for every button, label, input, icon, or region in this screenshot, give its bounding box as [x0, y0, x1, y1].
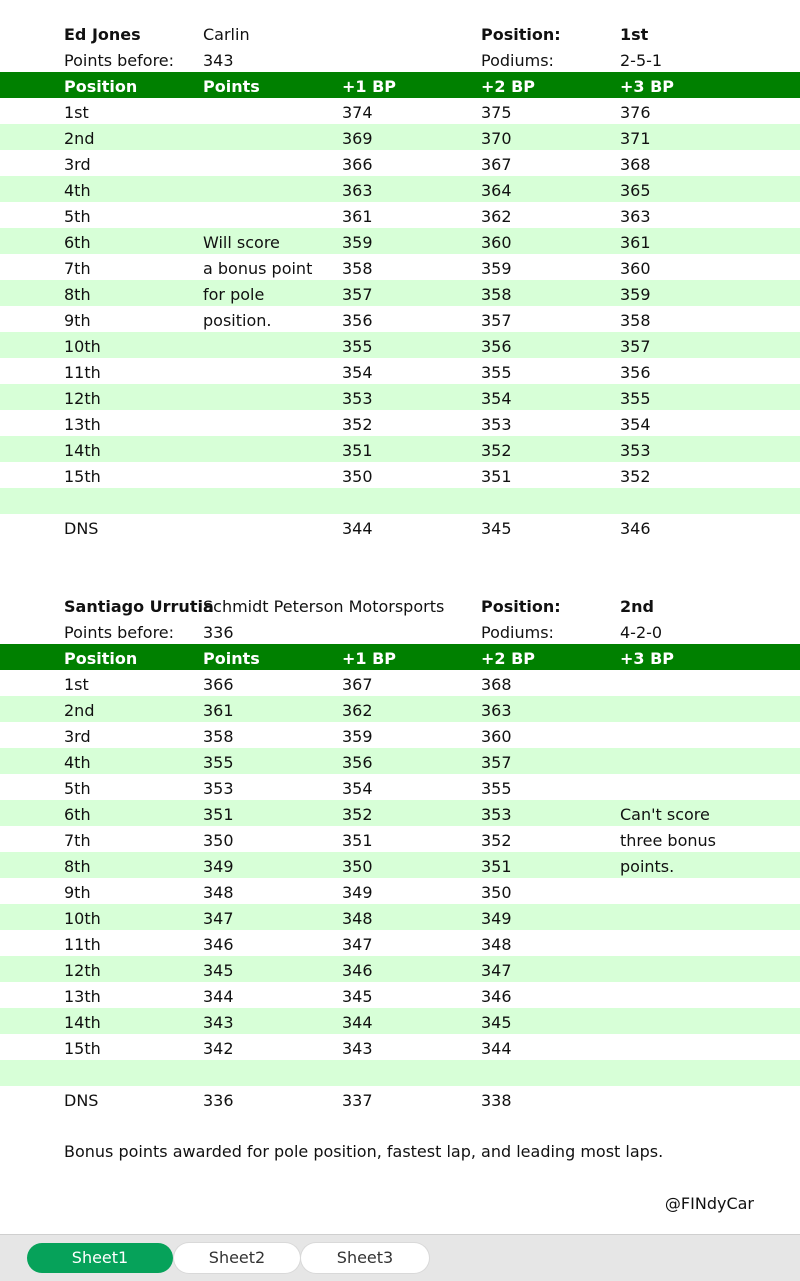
cell-points[interactable]: 349 [203, 857, 234, 876]
table-row [0, 956, 800, 982]
points-before-value[interactable]: 343 [203, 51, 234, 70]
cell-position[interactable]: 11th [64, 935, 101, 954]
table-row [0, 1008, 800, 1034]
cell-bp1[interactable]: 356 [342, 311, 373, 330]
cell-bp3[interactable]: 365 [620, 181, 651, 200]
cell-bp1[interactable]: 350 [342, 467, 373, 486]
cell-bp2[interactable]: 353 [481, 415, 512, 434]
cell-bp2[interactable]: 349 [481, 909, 512, 928]
cell-bp1[interactable]: 354 [342, 363, 373, 382]
cell-bp1[interactable]: 344 [342, 1013, 373, 1032]
table-row [0, 722, 800, 748]
cell-bp2[interactable]: 375 [481, 103, 512, 122]
tab-sheet1[interactable]: Sheet1 [27, 1243, 173, 1273]
cell-bp1[interactable]: 361 [342, 207, 373, 226]
cell-position[interactable]: 12th [64, 389, 101, 408]
table-row [0, 462, 800, 488]
cell-bp2[interactable]: 350 [481, 883, 512, 902]
column-header-bp1[interactable]: +1 BP [342, 649, 397, 668]
cell-bp1[interactable]: 352 [342, 415, 373, 434]
cell-bp2[interactable]: 355 [481, 363, 512, 382]
cell-bp2[interactable]: 362 [481, 207, 512, 226]
cell-bp1[interactable]: 351 [342, 441, 373, 460]
driver1-info-row [0, 20, 800, 46]
cell-bp1[interactable]: 343 [342, 1039, 373, 1058]
table-row [0, 1086, 800, 1112]
cell-bp1[interactable]: 347 [342, 935, 373, 954]
cell-points[interactable]: 344 [203, 987, 234, 1006]
cell-position[interactable]: 15th [64, 1039, 101, 1058]
cell-position[interactable]: 8th [64, 285, 91, 304]
cell-position[interactable]: 14th [64, 441, 101, 460]
cell-bp2[interactable]: 351 [481, 857, 512, 876]
cell-position[interactable]: 1st [64, 103, 89, 122]
cell-bp2[interactable]: 355 [481, 779, 512, 798]
cell-position[interactable]: 4th [64, 181, 91, 200]
cell-position[interactable]: 13th [64, 987, 101, 1006]
table-row [0, 150, 800, 176]
cell-bp2[interactable]: 367 [481, 155, 512, 174]
cell-bp3[interactable]: three bonus [620, 831, 716, 850]
driver1-points-row [0, 46, 800, 72]
cell-bp1[interactable]: 345 [342, 987, 373, 1006]
cell-position[interactable]: 9th [64, 883, 91, 902]
cell-position[interactable]: 6th [64, 233, 91, 252]
cell-bp1[interactable]: 344 [342, 519, 373, 538]
cell-position[interactable]: 1st [64, 675, 89, 694]
cell-bp2[interactable]: 338 [481, 1091, 512, 1110]
table-row [0, 202, 800, 228]
table-row [0, 332, 800, 358]
cell-bp3[interactable]: 354 [620, 415, 651, 434]
cell-bp2[interactable]: 370 [481, 129, 512, 148]
podiums-label[interactable]: Podiums: [481, 51, 554, 70]
cell-points[interactable]: 361 [203, 701, 234, 720]
table-row [0, 774, 800, 800]
cell-bp3[interactable]: 359 [620, 285, 651, 304]
cell-bp2[interactable]: 351 [481, 467, 512, 486]
table-row [0, 878, 800, 904]
cell-position[interactable]: DNS [64, 519, 99, 538]
cell-bp1[interactable]: 352 [342, 805, 373, 824]
cell-bp1[interactable]: 374 [342, 103, 373, 122]
driver2-points-row [0, 618, 800, 644]
points-before-value[interactable]: 336 [203, 623, 234, 642]
cell-bp2[interactable]: 356 [481, 337, 512, 356]
cell-position[interactable]: 4th [64, 753, 91, 772]
cell-bp3[interactable]: 363 [620, 207, 651, 226]
points-before-label[interactable]: Points before: [64, 623, 175, 642]
table-row [0, 1060, 800, 1086]
cell-position[interactable]: DNS [64, 1091, 99, 1110]
cell-bp2[interactable]: 360 [481, 727, 512, 746]
cell-bp2[interactable]: 348 [481, 935, 512, 954]
cell-bp1[interactable]: 358 [342, 259, 373, 278]
column-header-position[interactable]: Position [64, 649, 138, 668]
position-label[interactable]: Position: [481, 597, 561, 616]
cell-bp1[interactable]: 350 [342, 857, 373, 876]
cell-points[interactable]: 348 [203, 883, 234, 902]
cell-bp3[interactable]: 368 [620, 155, 651, 174]
cell-bp1[interactable]: 366 [342, 155, 373, 174]
table-row [0, 514, 800, 540]
cell-points[interactable]: 351 [203, 805, 234, 824]
cell-bp3[interactable]: Can't score [620, 805, 710, 824]
cell-bp3[interactable]: 353 [620, 441, 651, 460]
cell-position[interactable]: 7th [64, 831, 91, 850]
table-row [0, 826, 800, 852]
cell-bp2[interactable]: 354 [481, 389, 512, 408]
tab-sheet2[interactable]: Sheet2 [174, 1243, 300, 1273]
column-header-bp2[interactable]: +2 BP [481, 77, 536, 96]
cell-position[interactable]: 5th [64, 779, 91, 798]
table-row [0, 670, 800, 696]
cell-bp3[interactable]: points. [620, 857, 675, 876]
table-row [0, 436, 800, 462]
cell-bp2[interactable]: 364 [481, 181, 512, 200]
table-row [0, 696, 800, 722]
footnote[interactable]: Bonus points awarded for pole position, fastest lap, and leading most laps. [64, 1142, 664, 1161]
cell-bp3[interactable]: 346 [620, 519, 651, 538]
table-header-row [0, 72, 800, 98]
podiums-label[interactable]: Podiums: [481, 623, 554, 642]
cell-position[interactable]: 6th [64, 805, 91, 824]
cell-bp2[interactable]: 357 [481, 753, 512, 772]
cell-bp2[interactable]: 345 [481, 519, 512, 538]
championship-position[interactable]: 2nd [620, 597, 654, 616]
championship-position[interactable]: 1st [620, 25, 649, 44]
cell-bp2[interactable]: 345 [481, 1013, 512, 1032]
column-header-bp1[interactable]: +1 BP [342, 77, 397, 96]
cell-bp3[interactable]: 371 [620, 129, 651, 148]
cell-bp1[interactable]: 349 [342, 883, 373, 902]
table-row [0, 930, 800, 956]
cell-bp2[interactable]: 363 [481, 701, 512, 720]
table-row [0, 254, 800, 280]
table-row [0, 384, 800, 410]
cell-bp2[interactable]: 358 [481, 285, 512, 304]
table-row [0, 176, 800, 202]
cell-points[interactable]: Will score [203, 233, 280, 252]
column-header-bp2[interactable]: +2 BP [481, 649, 536, 668]
cell-bp2[interactable]: 359 [481, 259, 512, 278]
cell-bp3[interactable]: 352 [620, 467, 651, 486]
cell-bp1[interactable]: 348 [342, 909, 373, 928]
cell-bp3[interactable]: 356 [620, 363, 651, 382]
table-header-row [0, 644, 800, 670]
cell-points[interactable]: 342 [203, 1039, 234, 1058]
driver2-info-row [0, 592, 800, 618]
cell-position[interactable]: 9th [64, 311, 91, 330]
cell-position[interactable]: 2nd [64, 129, 95, 148]
driver-name[interactable]: Santiago Urrutia [64, 597, 214, 616]
cell-position[interactable]: 2nd [64, 701, 95, 720]
table-row [0, 124, 800, 150]
cell-bp1[interactable]: 363 [342, 181, 373, 200]
cell-bp2[interactable]: 352 [481, 441, 512, 460]
cell-bp2[interactable]: 347 [481, 961, 512, 980]
cell-bp2[interactable]: 344 [481, 1039, 512, 1058]
table-row [0, 488, 800, 514]
column-header-points[interactable]: Points [203, 649, 260, 668]
team-name[interactable]: Carlin [203, 25, 250, 44]
column-header-bp3[interactable]: +3 BP [620, 77, 675, 96]
cell-points[interactable]: 346 [203, 935, 234, 954]
table-row [0, 306, 800, 332]
cell-bp1[interactable]: 362 [342, 701, 373, 720]
cell-bp1[interactable]: 354 [342, 779, 373, 798]
cell-bp2[interactable]: 360 [481, 233, 512, 252]
cell-bp1[interactable]: 369 [342, 129, 373, 148]
cell-position[interactable]: 10th [64, 337, 101, 356]
cell-bp2[interactable]: 353 [481, 805, 512, 824]
cell-bp2[interactable]: 352 [481, 831, 512, 850]
cell-bp2[interactable]: 368 [481, 675, 512, 694]
cell-position[interactable]: 3rd [64, 727, 91, 746]
column-header-position[interactable]: Position [64, 77, 138, 96]
table-row [0, 982, 800, 1008]
cell-bp3[interactable]: 360 [620, 259, 651, 278]
table-row [0, 228, 800, 254]
cell-points[interactable]: position. [203, 311, 272, 330]
cell-bp1[interactable]: 355 [342, 337, 373, 356]
cell-bp1[interactable]: 337 [342, 1091, 373, 1110]
table-row [0, 800, 800, 826]
cell-points[interactable]: 366 [203, 675, 234, 694]
cell-bp2[interactable]: 346 [481, 987, 512, 1006]
cell-bp3[interactable]: 376 [620, 103, 651, 122]
cell-bp1[interactable]: 359 [342, 727, 373, 746]
cell-points[interactable]: 347 [203, 909, 234, 928]
cell-bp1[interactable]: 356 [342, 753, 373, 772]
table-row [0, 748, 800, 774]
cell-bp1[interactable]: 367 [342, 675, 373, 694]
cell-position[interactable]: 15th [64, 467, 101, 486]
cell-position[interactable]: 3rd [64, 155, 91, 174]
cell-points[interactable]: 358 [203, 727, 234, 746]
column-header-points[interactable]: Points [203, 77, 260, 96]
cell-position[interactable]: 13th [64, 415, 101, 434]
cell-position[interactable]: 8th [64, 857, 91, 876]
cell-points[interactable]: 355 [203, 753, 234, 772]
cell-bp3[interactable]: 358 [620, 311, 651, 330]
table-row [0, 410, 800, 436]
cell-bp1[interactable]: 353 [342, 389, 373, 408]
cell-bp1[interactable]: 346 [342, 961, 373, 980]
cell-points[interactable]: 345 [203, 961, 234, 980]
points-before-label[interactable]: Points before: [64, 51, 175, 70]
cell-position[interactable]: 5th [64, 207, 91, 226]
cell-position[interactable]: 14th [64, 1013, 101, 1032]
podiums-value[interactable]: 4-2-0 [620, 623, 663, 642]
position-label[interactable]: Position: [481, 25, 561, 44]
table-row [0, 358, 800, 384]
cell-bp1[interactable]: 359 [342, 233, 373, 252]
column-header-bp3[interactable]: +3 BP [620, 649, 675, 668]
cell-position[interactable]: 11th [64, 363, 101, 382]
driver-name[interactable]: Ed Jones [64, 25, 141, 44]
team-name[interactable]: Schmidt Peterson Motorsports [203, 597, 445, 616]
table-row [0, 904, 800, 930]
cell-points[interactable]: 343 [203, 1013, 234, 1032]
sheet-tab-bar [0, 1234, 800, 1281]
cell-bp3[interactable]: 361 [620, 233, 651, 252]
cell-points[interactable]: 353 [203, 779, 234, 798]
cell-bp1[interactable]: 351 [342, 831, 373, 850]
twitter-handle[interactable]: @FINdyCar [664, 1194, 754, 1213]
cell-bp1[interactable]: 357 [342, 285, 373, 304]
cell-position[interactable]: 12th [64, 961, 101, 980]
cell-position[interactable]: 10th [64, 909, 101, 928]
cell-bp3[interactable]: 355 [620, 389, 651, 408]
cell-bp2[interactable]: 357 [481, 311, 512, 330]
cell-position[interactable]: 7th [64, 259, 91, 278]
tab-sheet3[interactable]: Sheet3 [301, 1243, 429, 1273]
cell-points[interactable]: for pole [203, 285, 265, 304]
cell-points[interactable]: 336 [203, 1091, 234, 1110]
podiums-value[interactable]: 2-5-1 [620, 51, 663, 70]
cell-bp3[interactable]: 357 [620, 337, 651, 356]
table-row [0, 1034, 800, 1060]
table-row [0, 852, 800, 878]
cell-points[interactable]: a bonus point [203, 259, 313, 278]
cell-points[interactable]: 350 [203, 831, 234, 850]
table-row [0, 98, 800, 124]
table-row [0, 280, 800, 306]
